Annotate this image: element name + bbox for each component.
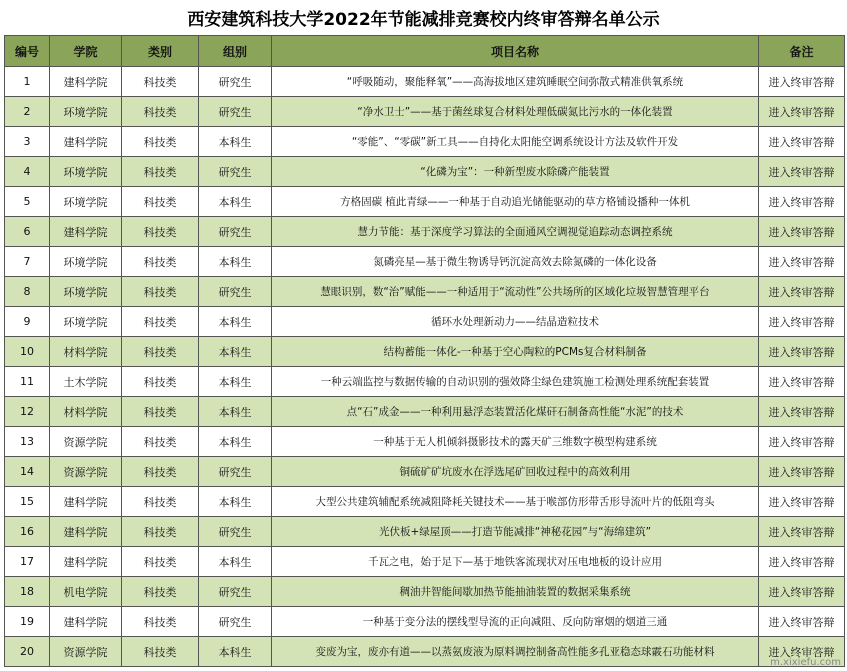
cell-number: 7 (5, 247, 50, 277)
table-row (5, 157, 845, 187)
cell-group: 本科生 (199, 247, 272, 277)
col-header-category: 类别 (122, 36, 199, 67)
cell-category: 科技类 (122, 187, 199, 217)
table-row (5, 277, 845, 307)
cell-remark: 进入终审答辩 (759, 67, 845, 97)
cell-remark: 进入终审答辩 (759, 127, 845, 157)
cell-category: 科技类 (122, 97, 199, 127)
cell-group: 研究生 (199, 577, 272, 607)
table-row (5, 487, 845, 517)
page-title: 西安建筑科技大学2022年节能减排竞赛校内终审答辩名单公示 (187, 10, 660, 30)
cell-project-name: 大型公共建筑辅配系统减阻降耗关键技术——基于喉部仿形带舌形导流叶片的低阻弯头 (272, 487, 759, 517)
cell-project-name: 稠油井智能间歇加热节能抽油装置的数据采集系统 (272, 577, 759, 607)
watermark: m.xixiefu.com (770, 657, 841, 668)
cell-number: 15 (5, 487, 50, 517)
cell-category: 科技类 (122, 247, 199, 277)
cell-group: 研究生 (199, 97, 272, 127)
cell-group: 研究生 (199, 607, 272, 637)
table-row (5, 127, 845, 157)
cell-number: 18 (5, 577, 50, 607)
cell-number: 6 (5, 217, 50, 247)
table-row (5, 547, 845, 577)
cell-college: 资源学院 (50, 637, 122, 667)
cell-group: 本科生 (199, 367, 272, 397)
cell-category: 科技类 (122, 367, 199, 397)
cell-remark: 进入终审答辩 (759, 337, 845, 367)
cell-number: 2 (5, 97, 50, 127)
cell-category: 科技类 (122, 547, 199, 577)
cell-project-name: 慧力节能：基于深度学习算法的全面通风空调视觉追踪动态调控系统 (272, 217, 759, 247)
table-row (5, 577, 845, 607)
cell-remark: 进入终审答辩 (759, 487, 845, 517)
cell-project-name: “化磷为宝”：一种新型废水除磷产能装置 (272, 157, 759, 187)
table-row (5, 217, 845, 247)
cell-number: 9 (5, 307, 50, 337)
cell-college: 环境学院 (50, 97, 122, 127)
cell-college: 环境学院 (50, 187, 122, 217)
table-row (5, 67, 845, 97)
table-row (5, 517, 845, 547)
cell-category: 科技类 (122, 607, 199, 637)
cell-remark: 进入终审答辩 (759, 367, 845, 397)
cell-project-name: 结构蓄能一体化-一种基于空心陶粒的PCMs复合材料制备 (272, 337, 759, 367)
cell-category: 科技类 (122, 427, 199, 457)
cell-category: 科技类 (122, 127, 199, 157)
cell-project-name: 氮磷亮星—基于微生物诱导钙沉淀高效去除氮磷的一体化设备 (272, 247, 759, 277)
cell-college: 建科学院 (50, 67, 122, 97)
cell-project-name: 变废为宝，废亦有道——以蒸氨废液为原料调控制备高性能多孔亚稳态球霰石功能材料 (272, 637, 759, 667)
cell-number: 14 (5, 457, 50, 487)
cell-group: 本科生 (199, 427, 272, 457)
table-row (5, 397, 845, 427)
cell-group: 研究生 (199, 157, 272, 187)
cell-project-name: 光伏板+绿屋顶——打造节能减排“神秘花园”与“海绵建筑” (272, 517, 759, 547)
cell-project-name: 循环水处理新动力——结晶造粒技术 (272, 307, 759, 337)
cell-group: 本科生 (199, 487, 272, 517)
cell-college: 建科学院 (50, 487, 122, 517)
cell-remark: 进入终审答辩 (759, 517, 845, 547)
cell-project-name: 点“石”成金——一种利用悬浮态装置活化煤矸石制备高性能“水泥”的技术 (272, 397, 759, 427)
cell-college: 建科学院 (50, 217, 122, 247)
cell-group: 研究生 (199, 457, 272, 487)
cell-group: 研究生 (199, 217, 272, 247)
cell-project-name: 方格固碳 植此青绿——一种基于自动追光储能驱动的草方格铺设播种一体机 (272, 187, 759, 217)
cell-category: 科技类 (122, 217, 199, 247)
cell-group: 研究生 (199, 517, 272, 547)
cell-college: 建科学院 (50, 517, 122, 547)
cell-project-name: 千瓦之电，始于足下—基于地铁客流现状对压电地板的设计应用 (272, 547, 759, 577)
cell-project-name: 一种基于变分法的摆线型导流的正向减阻、反向防窜烟的烟道三通 (272, 607, 759, 637)
cell-college: 资源学院 (50, 427, 122, 457)
cell-category: 科技类 (122, 67, 199, 97)
cell-category: 科技类 (122, 337, 199, 367)
cell-number: 8 (5, 277, 50, 307)
results-table (4, 35, 845, 667)
cell-project-name: 一种云端监控与数据传输的自动识别的强效降尘绿色建筑施工检测处理系统配套装置 (272, 367, 759, 397)
cell-group: 本科生 (199, 637, 272, 667)
cell-remark: 进入终审答辩 (759, 97, 845, 127)
col-header-remark: 备注 (759, 36, 845, 67)
cell-number: 3 (5, 127, 50, 157)
cell-group: 本科生 (199, 337, 272, 367)
cell-category: 科技类 (122, 157, 199, 187)
cell-remark: 进入终审答辩 (759, 457, 845, 487)
table-body (5, 67, 845, 667)
cell-remark: 进入终审答辩 (759, 157, 845, 187)
col-header-number: 编号 (5, 36, 50, 67)
cell-category: 科技类 (122, 577, 199, 607)
col-header-group: 组别 (199, 36, 272, 67)
cell-project-name: 一种基于无人机倾斜摄影技术的露天矿三维数字模型构建系统 (272, 427, 759, 457)
col-header-college: 学院 (50, 36, 122, 67)
cell-category: 科技类 (122, 307, 199, 337)
cell-remark: 进入终审答辩 (759, 547, 845, 577)
cell-college: 环境学院 (50, 247, 122, 277)
cell-number: 20 (5, 637, 50, 667)
cell-college: 材料学院 (50, 337, 122, 367)
cell-project-name: “呼吸随动，聚能释氧”——高海拔地区建筑睡眠空间弥散式精准供氧系统 (272, 67, 759, 97)
cell-number: 4 (5, 157, 50, 187)
cell-remark: 进入终审答辩 (759, 187, 845, 217)
cell-number: 17 (5, 547, 50, 577)
cell-number: 16 (5, 517, 50, 547)
cell-remark: 进入终审答辩 (759, 427, 845, 457)
cell-number: 10 (5, 337, 50, 367)
cell-college: 环境学院 (50, 157, 122, 187)
cell-remark: 进入终审答辩 (759, 277, 845, 307)
cell-group: 本科生 (199, 307, 272, 337)
cell-college: 建科学院 (50, 127, 122, 157)
table-row (5, 427, 845, 457)
cell-number: 1 (5, 67, 50, 97)
cell-project-name: “净水卫士”——基于菌丝球复合材料处理低碳氮比污水的一体化装置 (272, 97, 759, 127)
table-row (5, 247, 845, 277)
cell-remark: 进入终审答辩 (759, 307, 845, 337)
cell-group: 研究生 (199, 67, 272, 97)
table-row (5, 187, 845, 217)
table-row (5, 607, 845, 637)
cell-category: 科技类 (122, 277, 199, 307)
table-row (5, 307, 845, 337)
cell-group: 本科生 (199, 187, 272, 217)
cell-college: 土木学院 (50, 367, 122, 397)
cell-category: 科技类 (122, 457, 199, 487)
cell-project-name: 铜硫矿矿坑废水在浮选尾矿回收过程中的高效利用 (272, 457, 759, 487)
cell-group: 本科生 (199, 127, 272, 157)
table-row (5, 97, 845, 127)
cell-remark: 进入终审答辩 (759, 247, 845, 277)
table-row (5, 457, 845, 487)
cell-college: 环境学院 (50, 277, 122, 307)
table-row (5, 637, 845, 667)
cell-college: 建科学院 (50, 547, 122, 577)
cell-project-name: “零能”、“零碳”新工具——自持化太阳能空调系统设计方法及软件开发 (272, 127, 759, 157)
cell-number: 12 (5, 397, 50, 427)
cell-remark: 进入终审答辩 (759, 577, 845, 607)
table-row (5, 337, 845, 367)
cell-number: 11 (5, 367, 50, 397)
cell-number: 5 (5, 187, 50, 217)
cell-number: 13 (5, 427, 50, 457)
table-header-row (5, 36, 845, 67)
cell-category: 科技类 (122, 397, 199, 427)
cell-college: 环境学院 (50, 307, 122, 337)
cell-project-name: 慧眼识别，数“治”赋能——一种适用于“流动性”公共场所的区域化垃圾智慧管理平台 (272, 277, 759, 307)
cell-category: 科技类 (122, 487, 199, 517)
cell-college: 机电学院 (50, 577, 122, 607)
cell-group: 本科生 (199, 397, 272, 427)
cell-category: 科技类 (122, 637, 199, 667)
cell-remark: 进入终审答辩 (759, 607, 845, 637)
cell-remark: 进入终审答辩 (759, 217, 845, 247)
cell-college: 材料学院 (50, 397, 122, 427)
table-row (5, 367, 845, 397)
col-header-project-name: 项目名称 (272, 36, 759, 67)
cell-group: 本科生 (199, 547, 272, 577)
cell-college: 建科学院 (50, 607, 122, 637)
cell-category: 科技类 (122, 517, 199, 547)
cell-number: 19 (5, 607, 50, 637)
cell-remark: 进入终审答辩 (759, 397, 845, 427)
cell-college: 资源学院 (50, 457, 122, 487)
cell-group: 研究生 (199, 277, 272, 307)
cell-remark: 进入终审答辩 (759, 637, 845, 667)
